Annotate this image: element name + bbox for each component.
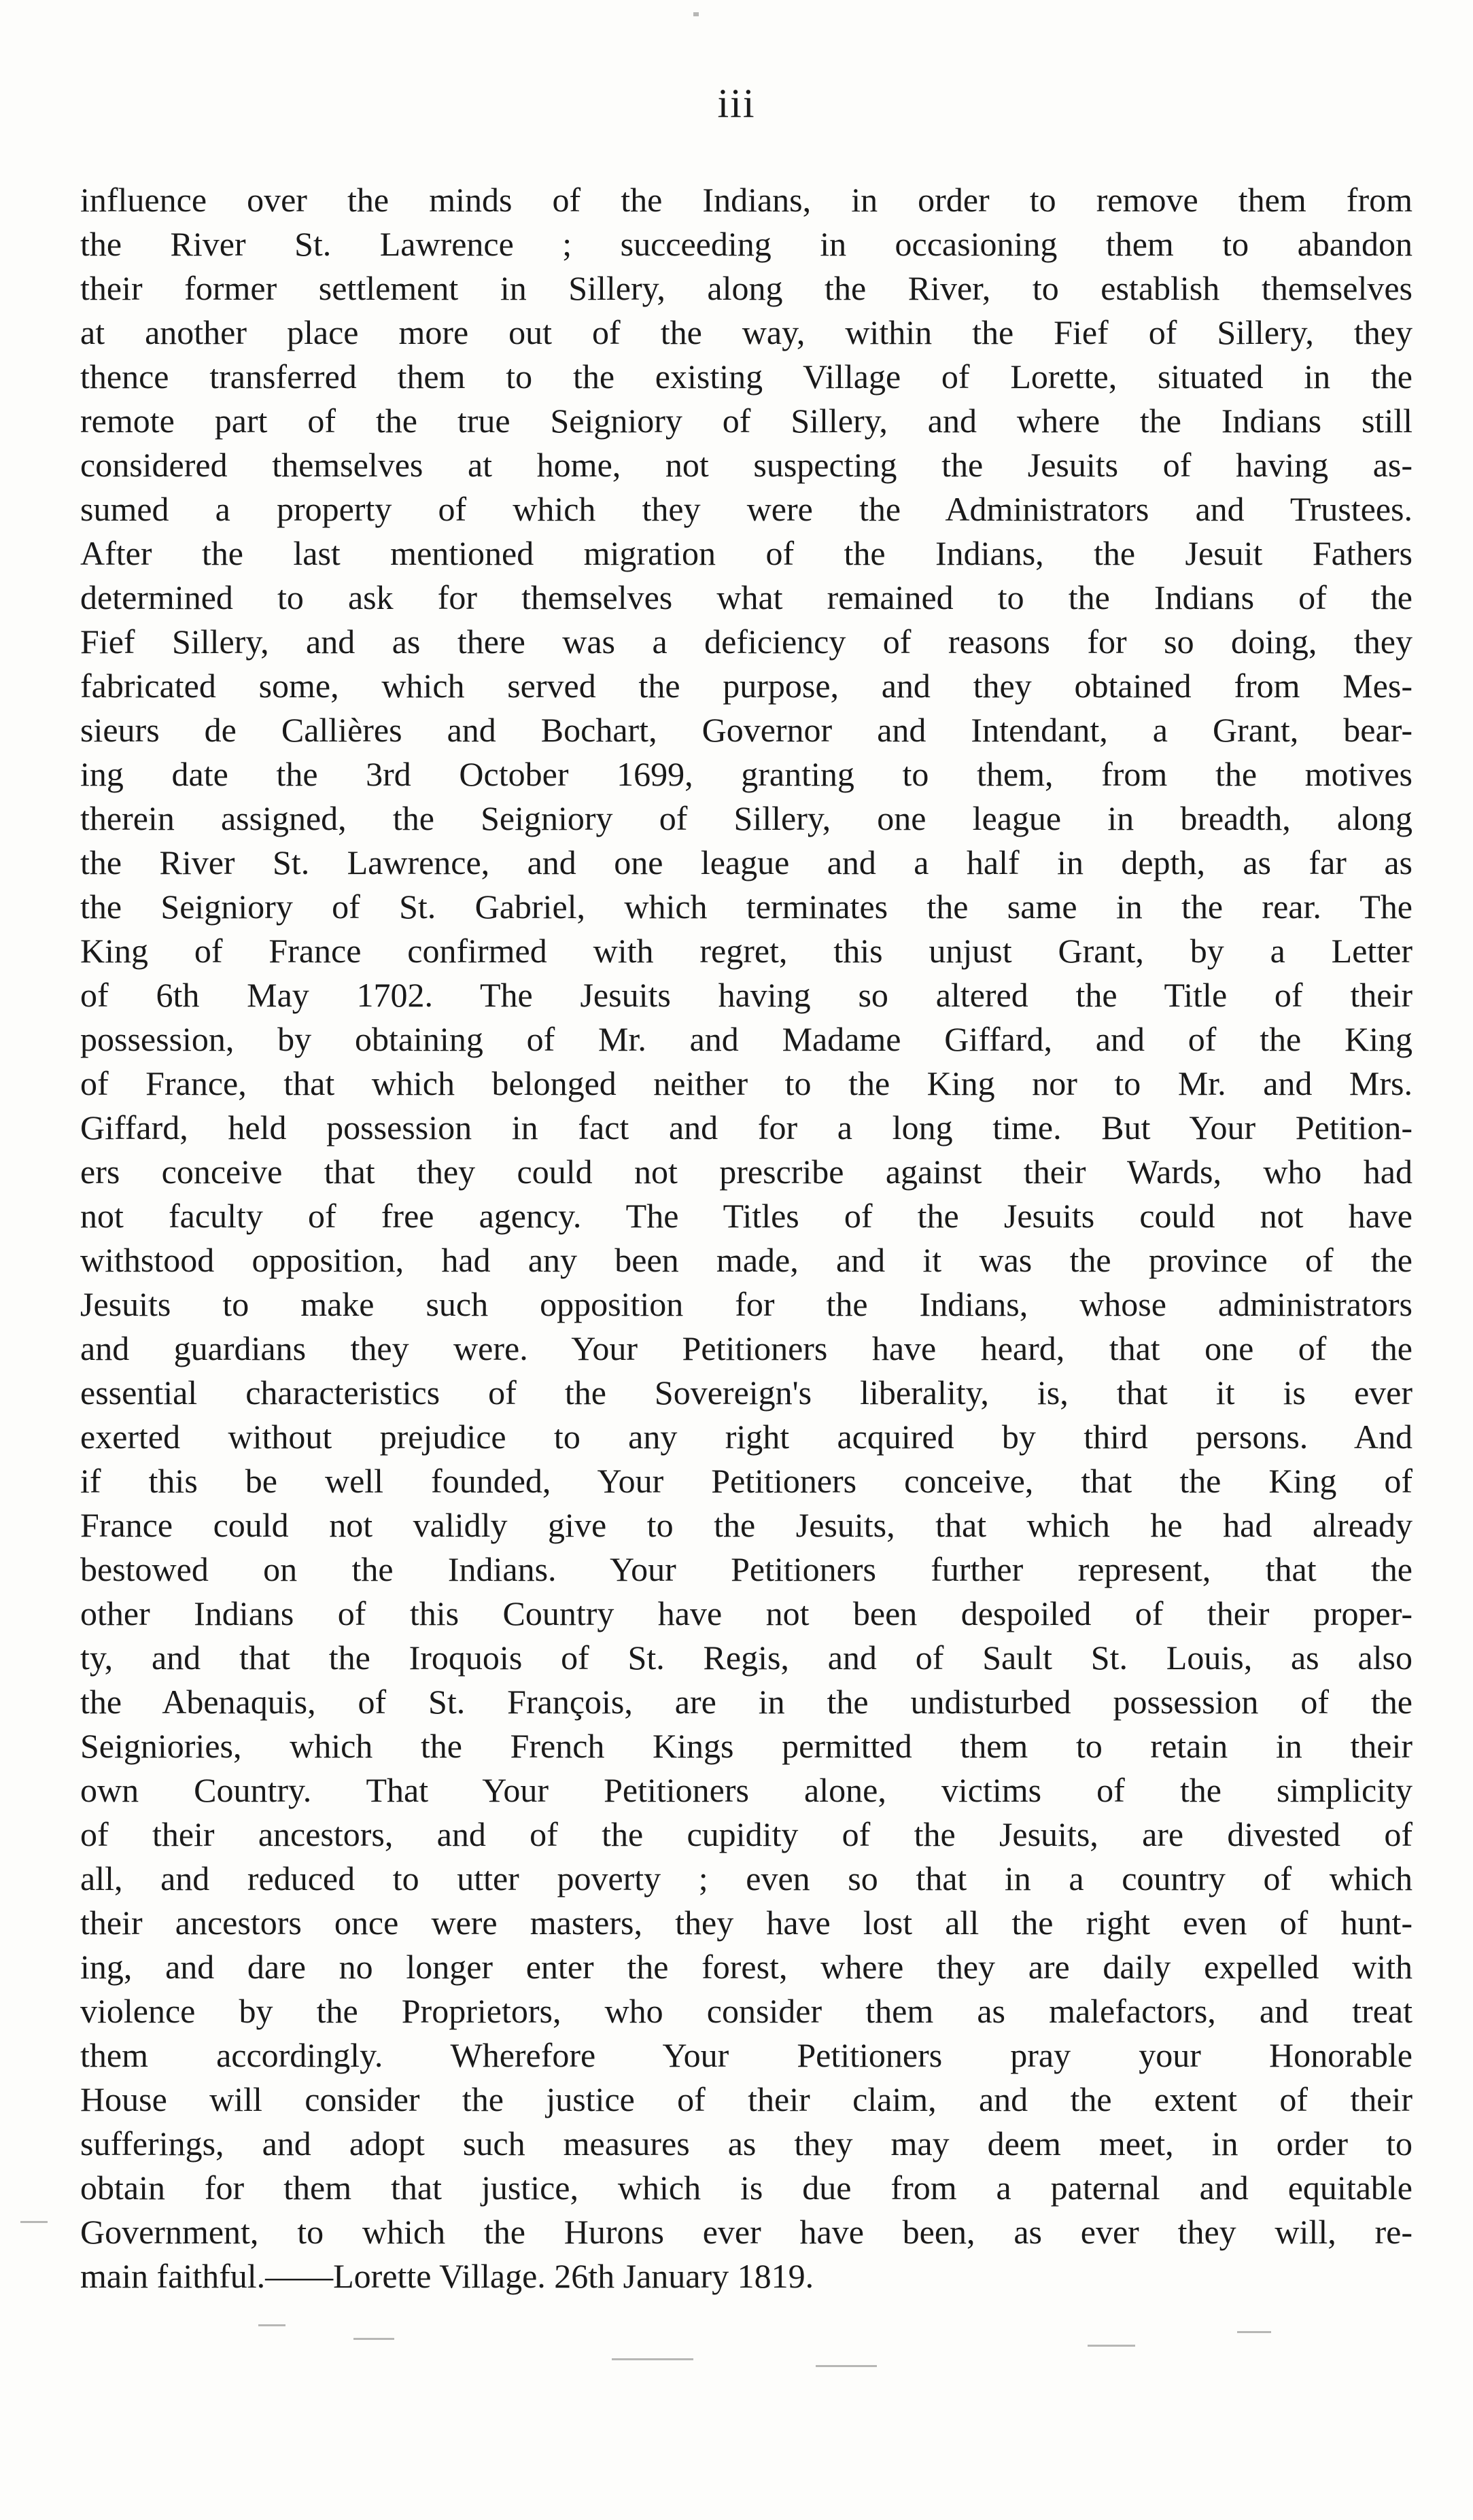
text-line: violence by the Proprietors, who consider them as malefactors, and treat xyxy=(80,1992,1413,2030)
text-line: House will consider the justice of their claim, and the extent of their xyxy=(80,2080,1413,2118)
scan-speck xyxy=(1088,2345,1135,2347)
text-line: influence over the minds of the Indians, in order to remove them from xyxy=(80,181,1413,219)
text-line: ing date the 3rd October 1699, granting to them, from the motives xyxy=(80,755,1413,793)
text-line: sieurs de Callières and Bochart, Governor and Intendant, a Grant, bear- xyxy=(80,711,1413,749)
scan-speck xyxy=(1237,2331,1271,2333)
text-line: their ancestors once were masters, they have lost all the right even of hunt- xyxy=(80,1904,1413,1942)
text-line: ing, and dare no longer enter the forest, where they are daily expelled with xyxy=(80,1948,1413,1986)
text-line: considered themselves at home, not suspecting the Jesuits of having as- xyxy=(80,446,1413,484)
text-line: exerted without prejudice to any right acquired by third persons. And xyxy=(80,1418,1413,1456)
text-line: thence transferred them to the existing Village of Lorette, situated in the xyxy=(80,357,1413,396)
text-line: sumed a property of which they were the Administrators and Trustees. xyxy=(80,490,1413,528)
text-line: and guardians they were. Your Petitioners have heard, that one of the xyxy=(80,1329,1413,1367)
text-line: not faculty of free agency. The Titles of the Jesuits could not have xyxy=(80,1197,1413,1235)
text-line: the River St. Lawrence, and one league and a half in depth, as far as xyxy=(80,843,1413,881)
text-line: France could not validly give to the Jesuits, that which he had already xyxy=(80,1506,1413,1544)
text-line: Seigniories, which the French Kings permitted them to retain in their xyxy=(80,1727,1413,1765)
text-line: possession, by obtaining of Mr. and Madame Giffard, and of the King xyxy=(80,1020,1413,1058)
text-line: own Country. That Your Petitioners alone, victims of the simplicity xyxy=(80,1771,1413,1809)
text-line: King of France confirmed with regret, this unjust Grant, by a Letter xyxy=(80,932,1413,970)
text-line: determined to ask for themselves what remained to the Indians of the xyxy=(80,578,1413,616)
text-line: ers conceive that they could not prescribe against their Wards, who had xyxy=(80,1153,1413,1191)
text-line: if this be well founded, Your Petitioners conceive, that the King of xyxy=(80,1462,1413,1500)
scan-speck xyxy=(20,2221,48,2223)
text-line: of France, that which belonged neither to the King nor to Mr. and Mrs. xyxy=(80,1064,1413,1102)
text-line: at another place more out of the way, within the Fief of Sillery, they xyxy=(80,313,1413,351)
text-line: withstood opposition, had any been made, and it was the province of the xyxy=(80,1241,1413,1279)
text-line-closing: main faithful.——Lorette Village. 26th January 1819. xyxy=(80,2257,814,2295)
text-line: of 6th May 1702. The Jesuits having so altered the Title of their xyxy=(80,976,1413,1014)
text-line: the Seigniory of St. Gabriel, which terminates the same in the rear. The xyxy=(80,888,1413,926)
text-line: obtain for them that justice, which is due from a paternal and equitable xyxy=(80,2169,1413,2207)
text-line: therein assigned, the Seigniory of Sillery, one league in breadth, along xyxy=(80,799,1413,837)
text-line: their former settlement in Sillery, along the River, to establish themselves xyxy=(80,269,1413,307)
scan-speck xyxy=(693,12,699,16)
text-line: them accordingly. Wherefore Your Petitioners pray your Honorable xyxy=(80,2036,1413,2074)
text-line: Fief Sillery, and as there was a deficiency of reasons for so doing, they xyxy=(80,623,1413,661)
text-line: Jesuits to make such opposition for the Indians, whose administrators xyxy=(80,1285,1413,1323)
text-line: other Indians of this Country have not been despoiled of their proper- xyxy=(80,1594,1413,1632)
text-line: the Abenaquis, of St. François, are in the undisturbed possession of the xyxy=(80,1683,1413,1721)
text-line: the River St. Lawrence ; succeeding in occasioning them to abandon xyxy=(80,225,1413,263)
text-line: all, and reduced to utter poverty ; even so that in a country of which xyxy=(80,1859,1413,1897)
scan-speck xyxy=(612,2358,693,2360)
text-line: essential characteristics of the Sovereign's liberality, is, that it is ever xyxy=(80,1373,1413,1412)
scan-speck xyxy=(258,2324,285,2326)
scan-speck xyxy=(353,2338,394,2340)
petition-text xyxy=(80,178,1413,2298)
text-line: ty, and that the Iroquois of St. Regis, and of Sault St. Louis, as also xyxy=(80,1639,1413,1677)
text-line: remote part of the true Seigniory of Sillery, and where the Indians still xyxy=(80,402,1413,440)
page-number: iii xyxy=(717,81,756,126)
text-line: fabricated some, which served the purpose, and they obtained from Mes- xyxy=(80,667,1413,705)
scan-speck xyxy=(816,2365,877,2367)
text-line: of their ancestors, and of the cupidity of the Jesuits, are divested of xyxy=(80,1815,1413,1853)
text-line: Giffard, held possession in fact and for a long time. But Your Petition- xyxy=(80,1108,1413,1147)
text-line: Government, to which the Hurons ever have been, as ever they will, re- xyxy=(80,2213,1413,2251)
text-line: bestowed on the Indians. Your Petitioners further represent, that the xyxy=(80,1550,1413,1588)
text-line: After the last mentioned migration of the Indians, the Jesuit Fathers xyxy=(80,534,1413,572)
text-line: sufferings, and adopt such measures as they may deem meet, in order to xyxy=(80,2124,1413,2163)
